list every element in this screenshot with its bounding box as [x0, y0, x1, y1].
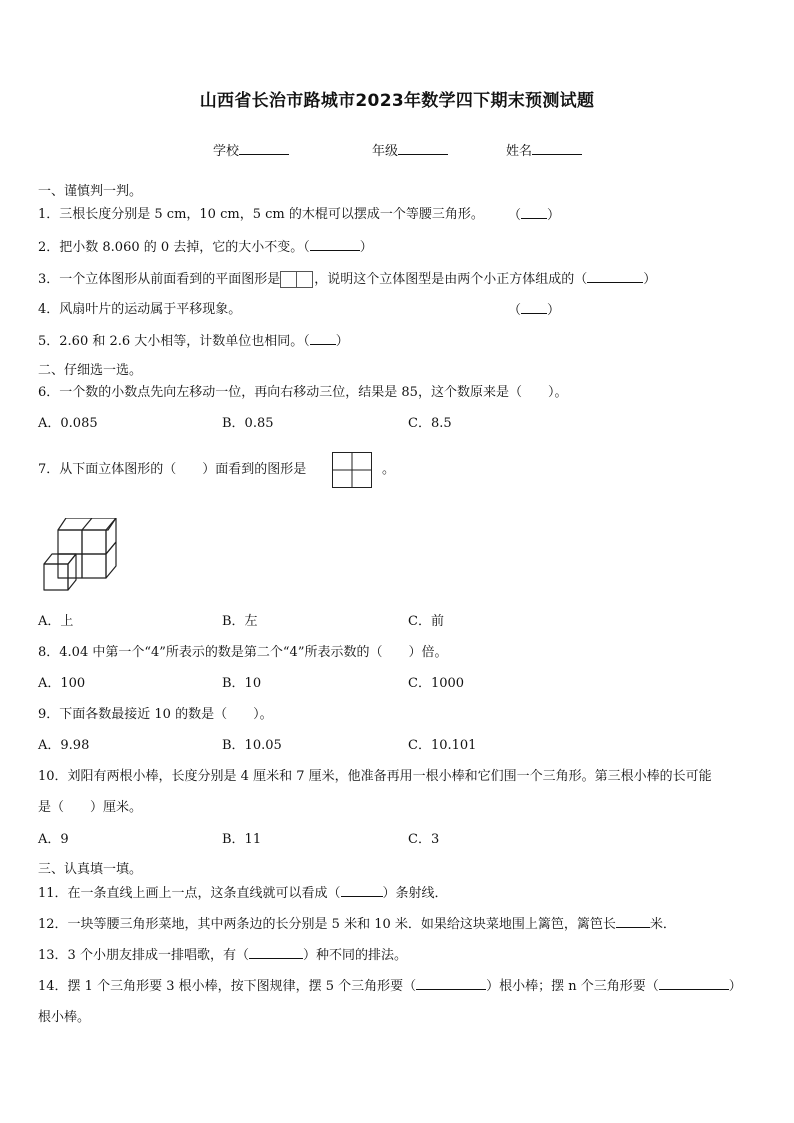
- q6-option-a[interactable]: A．0.085: [38, 416, 98, 431]
- section-1-heading: 一、谨慎判一判。: [38, 184, 143, 199]
- answer-blank[interactable]: [587, 270, 643, 283]
- two-squares-figure: [280, 271, 314, 289]
- cube-stack-figure: [42, 518, 122, 592]
- q9-option-b[interactable]: B．10.05: [222, 738, 282, 753]
- q7-option-b[interactable]: B．左: [222, 614, 258, 629]
- answer-blank[interactable]: [616, 915, 650, 928]
- q9-option-a[interactable]: A．9.98: [38, 738, 90, 753]
- question-6: 6．一个数的小数点先向左移动一位，再向右移动三位，结果是 85，这个数原来是（ ）。: [38, 385, 568, 400]
- question-14-text: 14．摆 1 个三角形要 3 根小棒，按下图规律，摆 5 个三角形要（: [38, 979, 417, 994]
- q8-option-c[interactable]: C．1000: [408, 676, 465, 691]
- school-label: 学校: [213, 144, 240, 159]
- question-7: [38, 461, 306, 479]
- question-4: [38, 301, 241, 319]
- question-12: [38, 915, 676, 934]
- question-5: [38, 332, 349, 351]
- paren-close: ）: [643, 272, 657, 287]
- question-11-text-end: ）条射线．: [382, 886, 448, 901]
- question-1-answer[interactable]: [508, 206, 560, 225]
- grade-blank[interactable]: [398, 142, 448, 155]
- question-12-text-end: 米．: [649, 917, 676, 932]
- q8-option-b[interactable]: B．10: [222, 676, 262, 691]
- question-2-text: 2．把小数 8.060 的 0 去掉，它的大小不变。（: [38, 240, 310, 255]
- name-label: 姓名: [506, 144, 533, 159]
- answer-blank-2[interactable]: [659, 977, 729, 990]
- q9-option-c[interactable]: C．10.101: [408, 738, 477, 753]
- question-10-line-2: 是（ ）厘米。: [38, 800, 143, 815]
- answer-blank[interactable]: [521, 301, 547, 314]
- question-13-text: 13．3 个小朋友排成一排唱歌，有（: [38, 948, 249, 963]
- school-field: [213, 140, 289, 159]
- answer-blank[interactable]: [310, 332, 336, 345]
- question-14: [38, 977, 742, 996]
- q7-option-a[interactable]: A．上: [38, 614, 74, 629]
- section-2-heading: 二、仔细选一选。: [38, 363, 143, 378]
- paren-open: （: [508, 208, 522, 223]
- paren-close: ）: [547, 208, 561, 223]
- question-7-end: 。: [382, 462, 396, 477]
- paren-close: ）: [728, 979, 742, 994]
- question-2: [38, 238, 373, 257]
- q7-option-c[interactable]: C．前: [408, 614, 444, 629]
- question-10-line-1: 10．刘阳有两根小棒，长度分别是 4 厘米和 7 厘米，他准备再用一根小棒和它们围一个三角形。第三根小棒的长可能: [38, 769, 712, 784]
- paren-open: （: [508, 303, 522, 318]
- q6-option-c[interactable]: C．8.5: [408, 416, 452, 431]
- paren-close: ）: [359, 240, 373, 255]
- question-3-text: 3．一个立体图形从前面看到的平面图形是: [38, 272, 281, 287]
- q10-option-a[interactable]: A．9: [38, 832, 69, 847]
- question-13: [38, 946, 407, 965]
- question-4-text: 4．风扇叶片的运动属于平移现象。: [38, 302, 242, 317]
- question-7-text: 7．从下面立体图形的（ ）面看到的图形是: [38, 462, 307, 477]
- paren-close: ）: [547, 303, 561, 318]
- question-1: [38, 206, 484, 224]
- q6-option-b[interactable]: B．0.85: [222, 416, 274, 431]
- question-14-line-2: 根小棒。: [38, 1010, 91, 1025]
- name-blank[interactable]: [532, 142, 582, 155]
- answer-blank[interactable]: [310, 238, 360, 251]
- grade-label: 年级: [372, 144, 399, 159]
- q10-option-c[interactable]: C．3: [408, 832, 440, 847]
- question-4-answer[interactable]: [508, 301, 560, 320]
- school-blank[interactable]: [239, 142, 289, 155]
- question-8: 8．4.04 中第一个“4”所表示的数是第二个“4”所表示数的（ ）倍。: [38, 645, 448, 660]
- q8-option-a[interactable]: A．100: [38, 676, 86, 691]
- question-11: [38, 884, 448, 903]
- paren-close: ）: [335, 334, 349, 349]
- answer-blank-1[interactable]: [416, 977, 486, 990]
- name-field: [506, 140, 582, 159]
- answer-blank[interactable]: [249, 946, 303, 959]
- answer-blank[interactable]: [521, 206, 547, 219]
- answer-blank[interactable]: [341, 884, 383, 897]
- question-1-text: 1．三根长度分别是 5 cm，10 cm，5 cm 的木棍可以摆成一个等腰三角形。: [38, 207, 484, 222]
- page-title: 山西省长治市路城市2023年数学四下期末预测试题: [199, 91, 595, 111]
- question-14-text-mid: ）根小棒；摆 n 个三角形要（: [486, 979, 659, 994]
- grid-view-figure: [332, 452, 372, 488]
- question-13-text-end: ）种不同的排法。: [302, 948, 407, 963]
- question-11-text: 11．在一条直线上画上一点，这条直线就可以看成（: [38, 886, 341, 901]
- question-12-text: 12．一块等腰三角形菜地，其中两条边的长分别是 5 米和 10 米．如果给这块菜地围上篱笆，篱笆长: [38, 917, 616, 932]
- q10-option-b[interactable]: B．11: [222, 832, 262, 847]
- question-3: [38, 270, 656, 289]
- section-3-heading: 三、认真填一填。: [38, 862, 143, 877]
- question-5-text: 5．2.60 和 2.6 大小相等，计数单位也相同。（: [38, 334, 310, 349]
- question-9: 9．下面各数最接近 10 的数是（ ）。: [38, 707, 273, 722]
- grade-field: [372, 140, 448, 159]
- question-3-text-cont: ，说明这个立体图型是由两个小正方体组成的（: [314, 272, 588, 287]
